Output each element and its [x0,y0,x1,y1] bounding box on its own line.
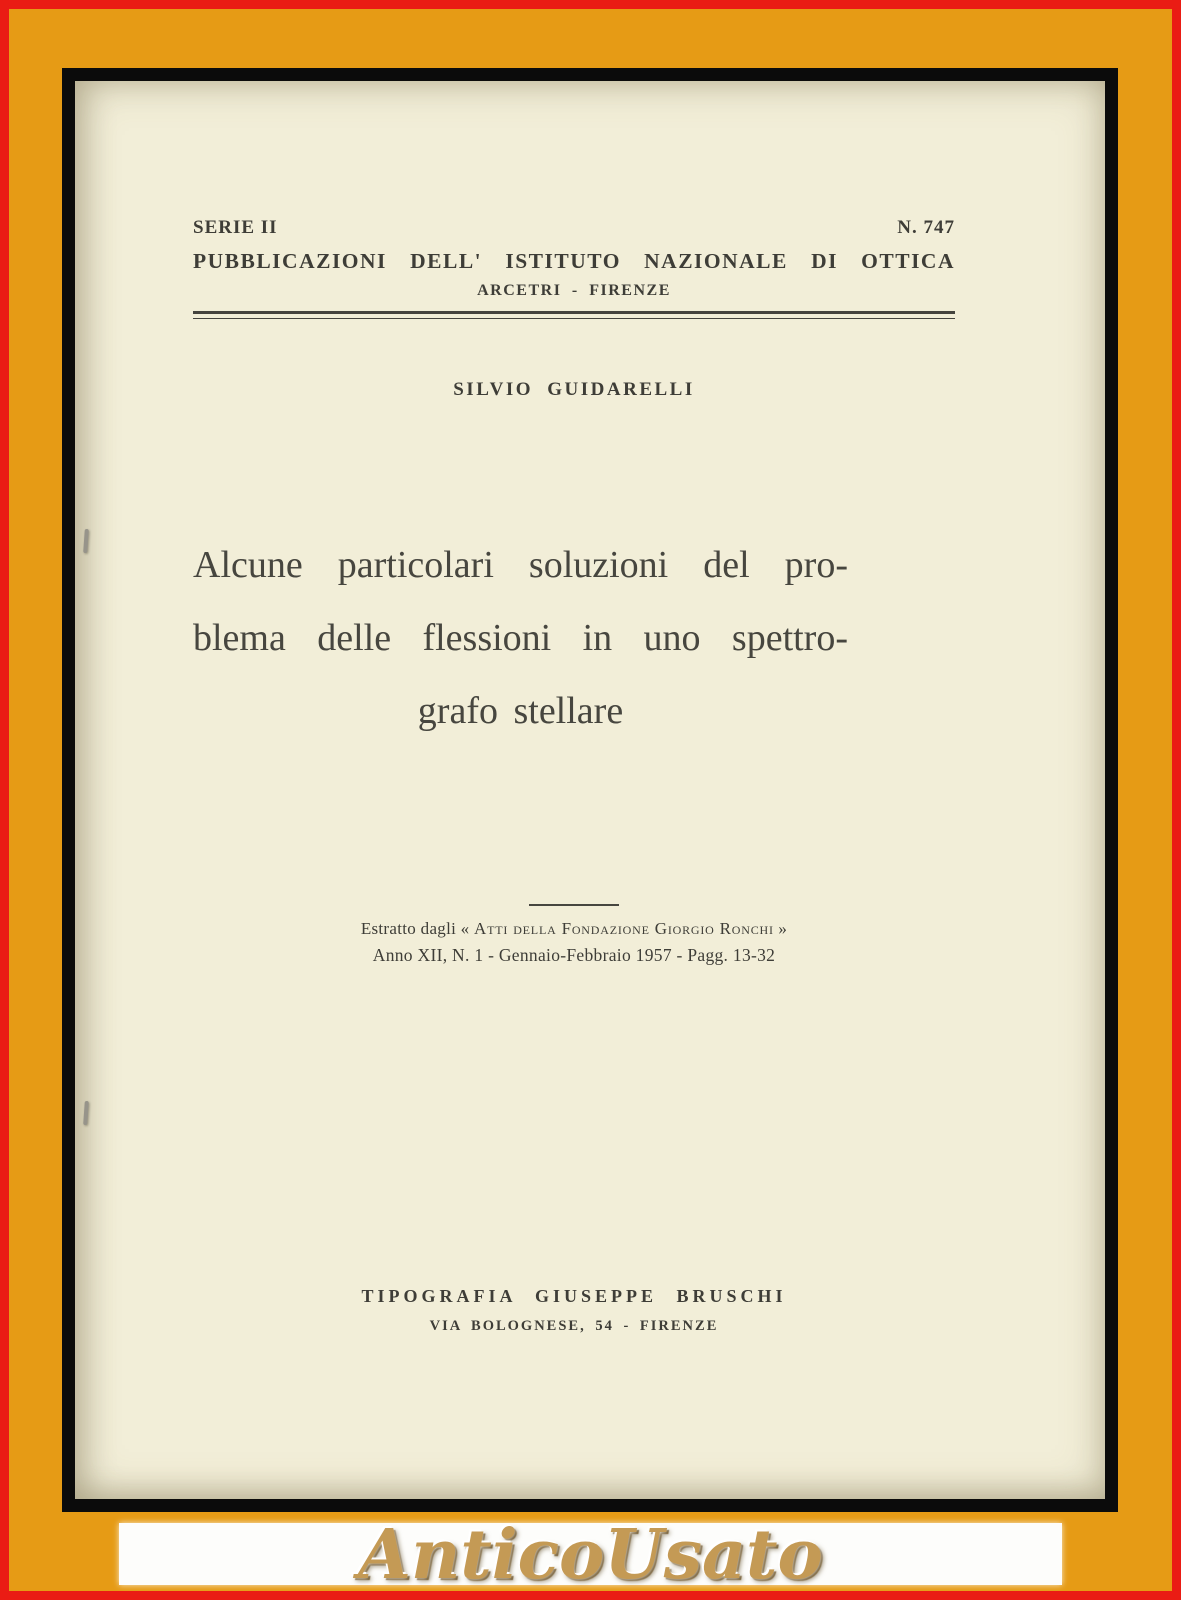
printer-address: VIA BOLOGNESE, 54 - FIRENZE [429,1318,719,1334]
staple-mark [83,529,89,553]
extract-rule [529,904,619,906]
title-line-2: blema delle flessioni in uno spettro- [193,617,848,659]
staple-mark [83,1101,89,1125]
location-line: ARCETRI - FIRENZE [477,282,671,299]
double-rule [193,311,955,319]
black-frame [62,68,1118,1512]
series-label: SERIE II [193,217,278,238]
issue-number: N. 747 [897,217,955,238]
institute-line: PUBBLICAZIONI DELL' ISTITUTO NAZIONALE DI OTTICA [193,249,955,273]
booklet-page [75,81,1105,1499]
extract-details-line: Anno XII, N. 1 - Gennaio-Febbraio 1957 - Pagg. 13-32 [372,945,776,965]
extract-prefix: Estratto dagli « [360,919,475,938]
printer-block [193,1286,955,1335]
printer-name: TIPOGRAFIA GIUSEPPE BRUSCHI [361,1286,787,1306]
masthead-row [193,81,955,239]
extract-source: Atti della Fondazione Giorgio Ronchi [474,919,774,938]
author-name: SILVIO GUIDARELLI [453,379,695,400]
seller-watermark: AnticoUsato [358,1515,823,1595]
booklet-title [193,529,848,748]
extract-source-line [193,919,955,939]
title-line-3: grafo stellare [417,690,624,732]
extract-suffix: » [773,919,788,938]
extract-note [193,904,955,966]
title-line-1: Alcune particolari soluzioni del pro- [193,544,848,586]
